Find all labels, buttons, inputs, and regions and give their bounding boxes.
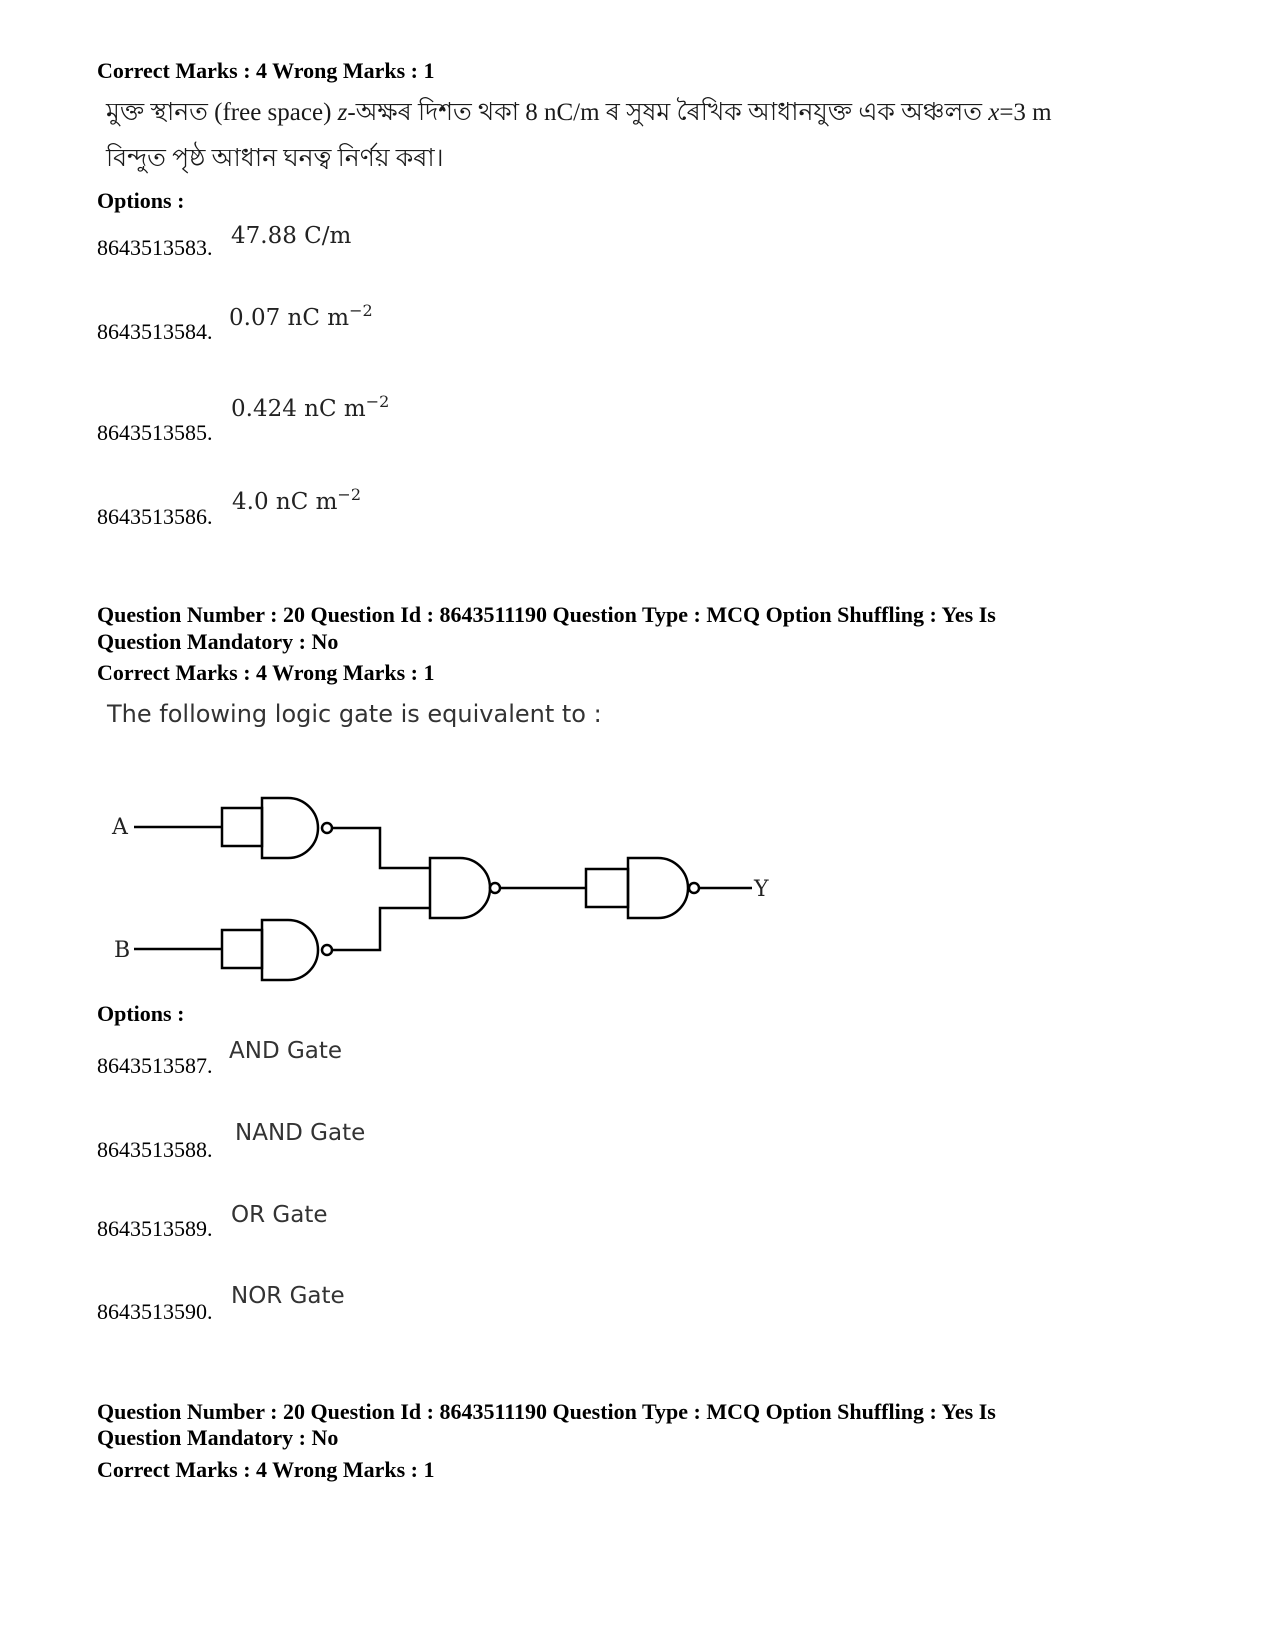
inversion-bubble	[490, 883, 500, 893]
option-value[interactable]: AND Gate	[229, 1038, 343, 1064]
inversion-bubble	[322, 945, 332, 955]
option-value[interactable]: NOR Gate	[231, 1283, 345, 1309]
variable-x: x	[988, 99, 1000, 126]
output-y-label: Y	[754, 877, 769, 902]
question-text-line-1	[106, 98, 1052, 128]
option-value[interactable]: 0.424 nC $m^{-2}$	[231, 392, 390, 422]
question-header-line-1: Question Number : 20 Question Id : 8643511190 Question Type : MCQ Option Shuffling : Yes Is	[97, 602, 996, 627]
question-text-line-2: বিন্দুত পৃষ্ঠ আধান ঘনত্ব নিৰ্ণয় কৰা।	[106, 145, 444, 172]
shorted-inputs	[586, 869, 628, 907]
question-text: The following logic gate is equivalent to :	[107, 700, 602, 728]
question-text-part: =3 m	[999, 99, 1052, 126]
options-label: Options :	[97, 1001, 185, 1026]
logic-gate-diagram	[100, 780, 790, 990]
option-value[interactable]: NAND Gate	[235, 1120, 366, 1146]
option-value[interactable]: OR Gate	[231, 1202, 328, 1228]
nand-gate-2	[262, 920, 318, 980]
wire	[332, 828, 430, 868]
variable-z: z	[337, 99, 348, 126]
nand-gate-4	[628, 858, 688, 918]
marks-line: Correct Marks : 4 Wrong Marks : 1	[97, 660, 435, 685]
question-header-line-2: Question Mandatory : No	[97, 1425, 339, 1450]
option-id: 8643513584.	[97, 319, 213, 344]
option-id: 8643513590.	[97, 1299, 213, 1324]
marks-line: Correct Marks : 4 Wrong Marks : 1	[97, 1457, 435, 1482]
inversion-bubble	[322, 823, 332, 833]
inversion-bubble	[689, 883, 699, 893]
option-id: 8643513583.	[97, 235, 213, 260]
wire	[332, 908, 430, 950]
option-value[interactable]: 47.88 C/m	[231, 223, 352, 249]
question-text-part: -অক্ষৰ দিশত থকা 8 nC/m ৰ সুষম ৰৈখিক আধানযুক্ত এক অঞ্চলত	[347, 99, 989, 126]
shorted-inputs	[222, 808, 262, 846]
option-id: 8643513587.	[97, 1053, 213, 1078]
option-id: 8643513585.	[97, 420, 213, 445]
shorted-inputs	[222, 930, 262, 968]
option-value[interactable]: 0.07 nC $m^{-2}$	[229, 301, 373, 331]
marks-line: Correct Marks : 4 Wrong Marks : 1	[97, 58, 435, 83]
nand-gate-3	[430, 858, 490, 918]
options-label: Options :	[97, 188, 185, 213]
question-header-line-2: Question Mandatory : No	[97, 629, 339, 654]
option-id: 8643513589.	[97, 1216, 213, 1241]
option-id: 8643513588.	[97, 1137, 213, 1162]
option-id: 8643513586.	[97, 504, 213, 529]
nand-gate-1	[262, 798, 318, 858]
question-text-part: মুক্ত স্থানত (free space)	[106, 99, 338, 126]
question-header-line-1: Question Number : 20 Question Id : 8643511190 Question Type : MCQ Option Shuffling : Yes Is	[97, 1399, 996, 1424]
input-b-label: B	[114, 938, 131, 963]
option-value[interactable]: 4.0 nC $m^{-2}$	[232, 485, 362, 515]
input-a-label: A	[112, 815, 128, 840]
